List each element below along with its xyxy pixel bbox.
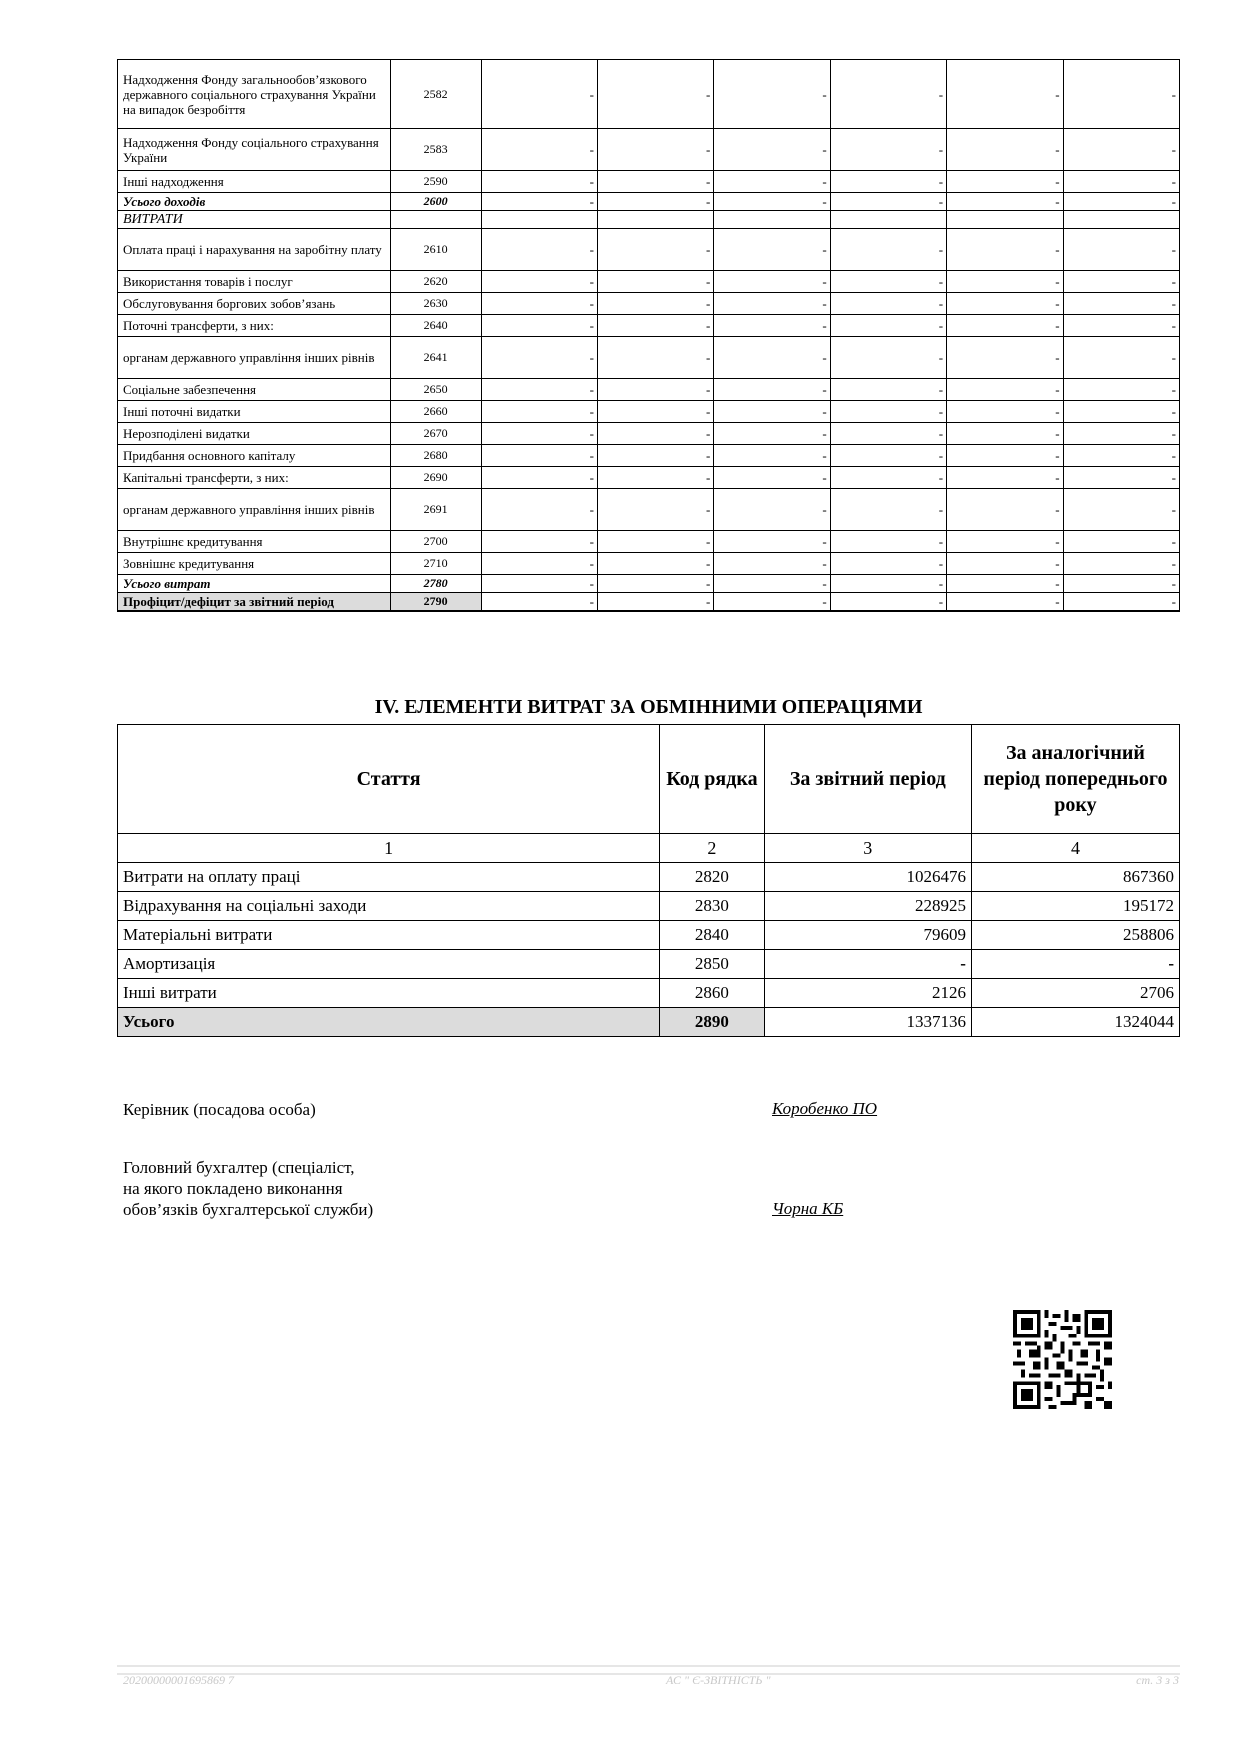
row-code: 2660	[390, 401, 481, 423]
header-article: Стаття	[118, 725, 660, 834]
row-current: 1026476	[764, 863, 971, 892]
row-code: 2860	[660, 979, 764, 1008]
row-label: Профіцит/дефіцит за звітний період	[118, 593, 391, 612]
row-value: -	[714, 489, 830, 531]
column-number: 1	[118, 834, 660, 863]
footer-divider	[117, 1665, 1180, 1675]
row-value: -	[1063, 271, 1179, 293]
income-expense-table	[117, 59, 1180, 612]
row-value: -	[481, 271, 597, 293]
row-value: -	[714, 553, 830, 575]
row-value: -	[597, 531, 713, 553]
table-row	[118, 467, 1180, 489]
row-value: -	[714, 593, 830, 612]
row-label: Амортизація	[118, 950, 660, 979]
total-code: 2890	[660, 1008, 764, 1037]
accountant-label-line: на якого покладено виконання	[123, 1179, 343, 1198]
row-value: -	[830, 129, 946, 171]
row-label: Соціальне забезпечення	[118, 379, 391, 401]
row-value: -	[947, 401, 1063, 423]
row-value: -	[481, 445, 597, 467]
row-value: -	[597, 193, 713, 211]
total-current: 1337136	[764, 1008, 971, 1037]
table-row	[118, 229, 1180, 271]
row-label: Оплата праці і нарахування на заробітну плату	[118, 229, 391, 271]
row-label: Відрахування на соціальні заходи	[118, 892, 660, 921]
row-label: Надходження Фонду соціального страхування України	[118, 129, 391, 171]
row-value: -	[597, 379, 713, 401]
row-value: -	[714, 337, 830, 379]
row-value: -	[481, 423, 597, 445]
row-value: -	[597, 575, 713, 593]
row-value: -	[830, 489, 946, 531]
row-code: 2700	[390, 531, 481, 553]
row-value: -	[1063, 293, 1179, 315]
row-code: 2680	[390, 445, 481, 467]
row-label: органам державного управління інших рівнів	[118, 337, 391, 379]
row-value: -	[597, 489, 713, 531]
row-code: 2640	[390, 315, 481, 337]
row-value: -	[1063, 60, 1179, 129]
row-value: -	[830, 171, 946, 193]
row-value: -	[714, 315, 830, 337]
row-value: -	[947, 553, 1063, 575]
row-label: Використання товарів і послуг	[118, 271, 391, 293]
row-label: Матеріальні витрати	[118, 921, 660, 950]
row-current: 79609	[764, 921, 971, 950]
row-previous: 867360	[971, 863, 1179, 892]
row-label: ВИТРАТИ	[118, 211, 391, 229]
row-value: -	[830, 229, 946, 271]
row-value	[714, 211, 830, 229]
header-code: Код рядка	[660, 725, 764, 834]
row-previous: 195172	[971, 892, 1179, 921]
row-value: -	[830, 293, 946, 315]
row-value: -	[714, 423, 830, 445]
column-number: 4	[971, 834, 1179, 863]
row-value: -	[714, 171, 830, 193]
row-label: Нерозподілені видатки	[118, 423, 391, 445]
row-value: -	[597, 401, 713, 423]
row-current: 228925	[764, 892, 971, 921]
row-value: -	[830, 553, 946, 575]
row-value: -	[1063, 531, 1179, 553]
accountant-label	[123, 1157, 373, 1220]
row-value: -	[714, 401, 830, 423]
footer-system: АС " Є-ЗВІТНІСТЬ "	[666, 1673, 771, 1687]
row-value: -	[714, 531, 830, 553]
table-row	[118, 315, 1180, 337]
row-value: -	[830, 401, 946, 423]
table-row	[118, 979, 1180, 1008]
row-value: -	[1063, 445, 1179, 467]
accountant-name: Чорна КБ	[772, 1199, 844, 1218]
row-value: -	[947, 293, 1063, 315]
row-value: -	[714, 193, 830, 211]
row-value: -	[481, 467, 597, 489]
row-value: -	[481, 171, 597, 193]
column-number-row	[118, 834, 1180, 863]
row-value: -	[1063, 489, 1179, 531]
row-value: -	[1063, 337, 1179, 379]
row-value: -	[830, 337, 946, 379]
row-value: -	[714, 467, 830, 489]
row-value: -	[947, 467, 1063, 489]
row-value: -	[1063, 379, 1179, 401]
row-code: 2691	[390, 489, 481, 531]
table-row	[118, 401, 1180, 423]
row-value: -	[947, 531, 1063, 553]
accountant-label-line: Головний бухгалтер (спеціаліст,	[123, 1158, 355, 1177]
table-row	[118, 293, 1180, 315]
section-title: IV. ЕЛЕМЕНТИ ВИТРАТ ЗА ОБМІННИМИ ОПЕРАЦІЯМИ	[374, 696, 923, 718]
row-value: -	[597, 553, 713, 575]
row-value: -	[830, 271, 946, 293]
row-value	[830, 211, 946, 229]
row-value: -	[947, 193, 1063, 211]
row-previous: 258806	[971, 921, 1179, 950]
row-value: -	[830, 379, 946, 401]
row-value: -	[947, 229, 1063, 271]
row-value: -	[947, 379, 1063, 401]
row-value: -	[947, 315, 1063, 337]
row-label: Витрати на оплату праці	[118, 863, 660, 892]
row-code: 2790	[390, 593, 481, 612]
row-value: -	[830, 467, 946, 489]
row-label: Усього доходів	[118, 193, 391, 211]
row-value: -	[714, 129, 830, 171]
row-code: 2620	[390, 271, 481, 293]
row-code	[390, 211, 481, 229]
table-row	[118, 892, 1180, 921]
row-value: -	[481, 337, 597, 379]
row-value: -	[830, 315, 946, 337]
row-value: -	[597, 593, 713, 612]
row-value: -	[714, 445, 830, 467]
table-row	[118, 489, 1180, 531]
row-value: -	[947, 60, 1063, 129]
footer-page-number: ст. 3 з 3	[1136, 1673, 1179, 1687]
section-header-row	[118, 211, 1180, 229]
row-value: -	[481, 401, 597, 423]
row-value: -	[947, 271, 1063, 293]
row-value: -	[714, 229, 830, 271]
row-value: -	[830, 193, 946, 211]
row-code: 2670	[390, 423, 481, 445]
director-name: Коробенко ПО	[772, 1099, 878, 1118]
row-value: -	[597, 229, 713, 271]
row-value: -	[947, 171, 1063, 193]
row-value	[597, 211, 713, 229]
row-code: 2590	[390, 171, 481, 193]
table-row	[118, 863, 1180, 892]
row-current: -	[764, 950, 971, 979]
row-code: 2583	[390, 129, 481, 171]
row-code: 2582	[390, 60, 481, 129]
qr-code-icon	[1013, 1310, 1112, 1409]
table-row	[118, 445, 1180, 467]
row-value: -	[1063, 423, 1179, 445]
row-value: -	[947, 593, 1063, 612]
row-value: -	[481, 575, 597, 593]
row-code: 2710	[390, 553, 481, 575]
row-code: 2830	[660, 892, 764, 921]
row-value	[947, 211, 1063, 229]
row-label: Інші витрати	[118, 979, 660, 1008]
row-value: -	[830, 531, 946, 553]
column-number: 3	[764, 834, 971, 863]
row-value: -	[947, 575, 1063, 593]
row-value: -	[597, 445, 713, 467]
row-value: -	[481, 193, 597, 211]
row-value: -	[830, 575, 946, 593]
director-label: Керівник (посадова особа)	[123, 1100, 316, 1119]
row-code: 2641	[390, 337, 481, 379]
row-value: -	[830, 60, 946, 129]
row-value: -	[481, 293, 597, 315]
row-value: -	[714, 271, 830, 293]
row-value: -	[830, 423, 946, 445]
row-label: Усього витрат	[118, 575, 391, 593]
row-value: -	[714, 293, 830, 315]
row-value: -	[714, 60, 830, 129]
row-value: -	[1063, 171, 1179, 193]
row-value: -	[481, 229, 597, 271]
total-label: Усього	[118, 1008, 660, 1037]
row-label: Поточні трансферти, з них:	[118, 315, 391, 337]
row-value: -	[1063, 553, 1179, 575]
row-value: -	[1063, 315, 1179, 337]
row-value: -	[830, 445, 946, 467]
row-value: -	[597, 60, 713, 129]
row-value	[481, 211, 597, 229]
row-value: -	[1063, 129, 1179, 171]
expense-elements-table	[117, 724, 1180, 1037]
row-value: -	[481, 379, 597, 401]
row-code: 2780	[390, 575, 481, 593]
row-label: Обслуговування боргових зобов’язань	[118, 293, 391, 315]
row-code: 2840	[660, 921, 764, 950]
table-row	[118, 531, 1180, 553]
row-value: -	[1063, 593, 1179, 612]
row-code: 2650	[390, 379, 481, 401]
row-value: -	[1063, 575, 1179, 593]
accountant-label-line: обов’язків бухгалтерської служби)	[123, 1200, 374, 1219]
row-label: Інші поточні видатки	[118, 401, 391, 423]
row-value: -	[481, 489, 597, 531]
row-value: -	[1063, 229, 1179, 271]
row-value: -	[597, 293, 713, 315]
row-value: -	[597, 315, 713, 337]
row-value: -	[1063, 401, 1179, 423]
row-label: Внутрішнє кредитування	[118, 531, 391, 553]
row-label: Зовнішнє кредитування	[118, 553, 391, 575]
row-value: -	[597, 171, 713, 193]
row-value: -	[830, 593, 946, 612]
row-label: Надходження Фонду загальнообов’язкового державного соціального страхування України на випадок безробіття	[118, 60, 391, 129]
header-previous-period: За аналогічний період попереднього року	[971, 725, 1179, 834]
row-value: -	[947, 423, 1063, 445]
row-value: -	[1063, 467, 1179, 489]
table-row	[118, 921, 1180, 950]
row-label: Інші надходження	[118, 171, 391, 193]
table-row	[118, 423, 1180, 445]
row-previous: 2706	[971, 979, 1179, 1008]
row-value: -	[597, 423, 713, 445]
row-value: -	[1063, 193, 1179, 211]
row-value: -	[481, 129, 597, 171]
table-row	[118, 271, 1180, 293]
row-value: -	[947, 445, 1063, 467]
row-code: 2610	[390, 229, 481, 271]
row-code: 2600	[390, 193, 481, 211]
table-row	[118, 950, 1180, 979]
column-number: 2	[660, 834, 764, 863]
row-value: -	[947, 337, 1063, 379]
row-code: 2630	[390, 293, 481, 315]
row-code: 2690	[390, 467, 481, 489]
row-label: органам державного управління інших рівнів	[118, 489, 391, 531]
row-label: Придбання основного капіталу	[118, 445, 391, 467]
row-value: -	[947, 129, 1063, 171]
table-row	[118, 553, 1180, 575]
total-previous: 1324044	[971, 1008, 1179, 1037]
grand-total-row	[118, 593, 1180, 612]
table-row	[118, 129, 1180, 171]
row-code: 2820	[660, 863, 764, 892]
row-value: -	[714, 575, 830, 593]
footer-doc-id: 20200000001695869 7	[123, 1673, 234, 1687]
row-value: -	[481, 315, 597, 337]
row-value: -	[481, 593, 597, 612]
total-row	[118, 193, 1180, 211]
table-header-row	[118, 725, 1180, 834]
total-row	[118, 1008, 1180, 1037]
table-row	[118, 171, 1180, 193]
row-current: 2126	[764, 979, 971, 1008]
table-row	[118, 379, 1180, 401]
row-value: -	[597, 129, 713, 171]
header-current-period: За звітний період	[764, 725, 971, 834]
table-row	[118, 60, 1180, 129]
row-value: -	[481, 531, 597, 553]
row-value: -	[597, 467, 713, 489]
total-row	[118, 575, 1180, 593]
row-value: -	[597, 337, 713, 379]
row-value	[1063, 211, 1179, 229]
row-value: -	[597, 271, 713, 293]
row-previous: -	[971, 950, 1179, 979]
row-value: -	[481, 553, 597, 575]
row-value: -	[947, 489, 1063, 531]
row-value: -	[714, 379, 830, 401]
row-label: Капітальні трансферти, з них:	[118, 467, 391, 489]
row-code: 2850	[660, 950, 764, 979]
table-row	[118, 337, 1180, 379]
row-value: -	[481, 60, 597, 129]
